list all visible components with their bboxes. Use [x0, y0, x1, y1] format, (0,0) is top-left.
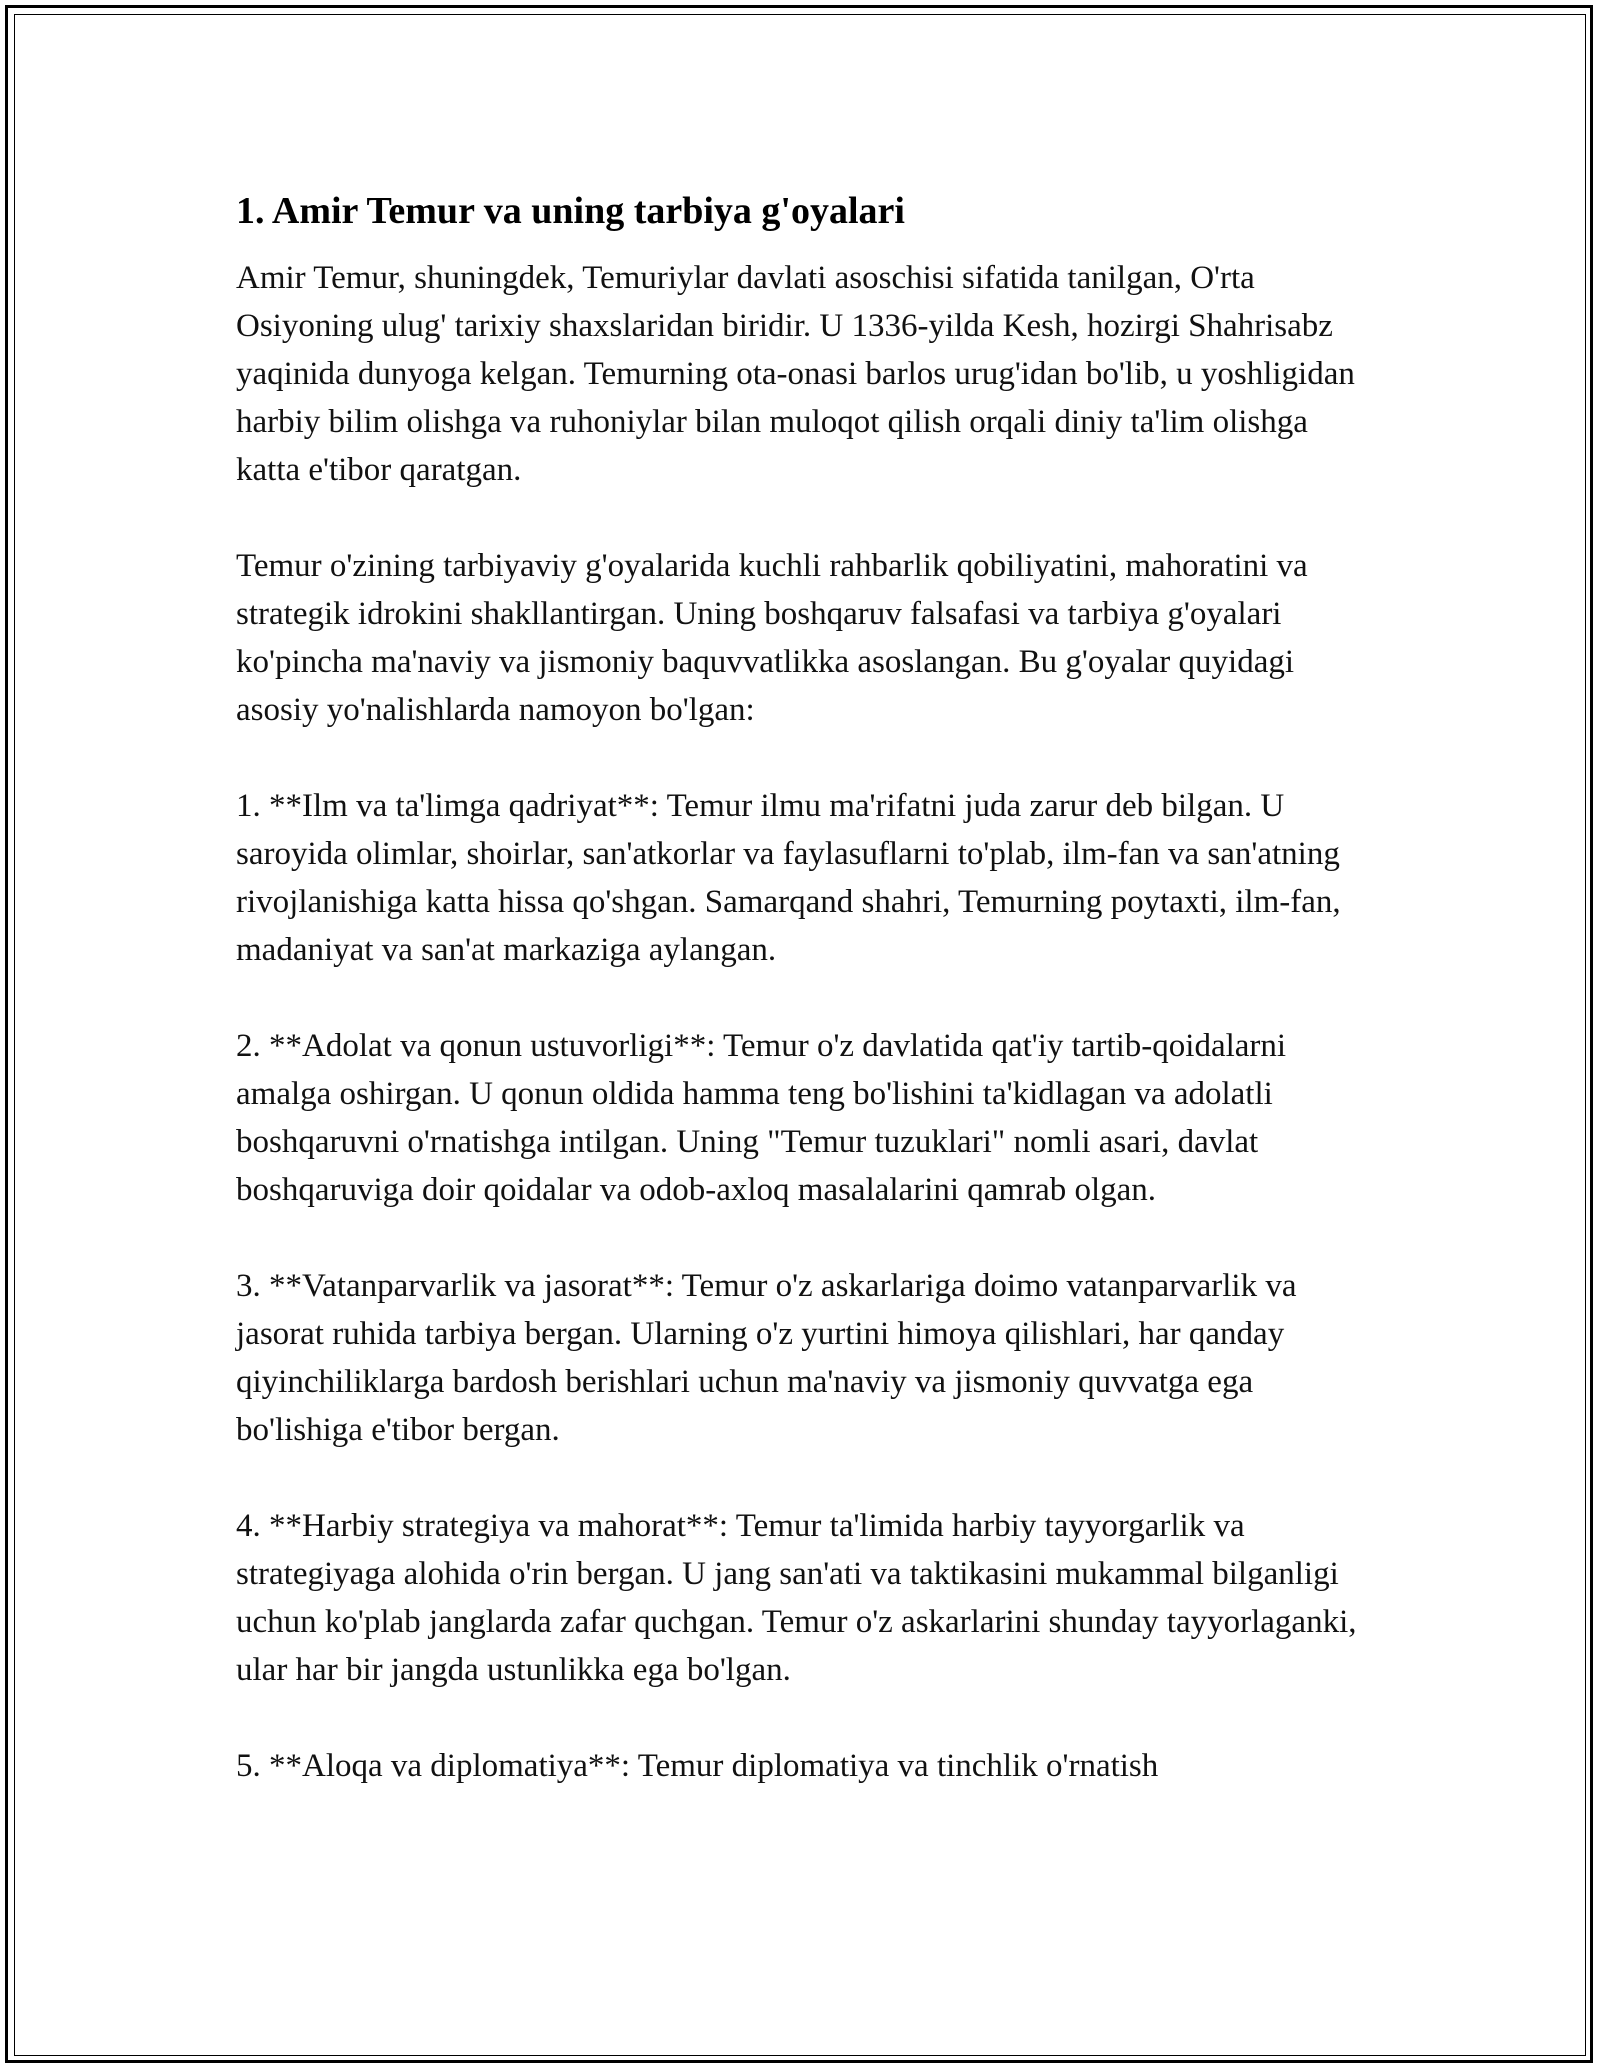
- list-item-5: 5. **Aloqa va diplomatiya**: Temur diplomatiya va tinchlik o'rnatish: [236, 1748, 1159, 1784]
- list-item-1: 1. **Ilm va ta'limga qadriyat**: Temur ilmu ma'rifatni juda zarur deb bilgan. U saroyida olimlar, shoirlar, san'atkorlar va faylasuflarni to'plab, ilm-fan va san'atning rivojlanishiga katta hissa qo'shgan. Samarqand shahri, Temurning poytaxti, ilm-fan, madaniyat va san'at markaziga aylangan.: [236, 788, 1341, 968]
- section-title: 1. Amir Temur va uning tarbiya g'oyalari: [236, 190, 905, 232]
- list-item-4: 4. **Harbiy strategiya va mahorat**: Temur ta'limida harbiy tayyorgarlik va strategiyaga alohida o'rin bergan. U jang san'ati va taktikasini mukammal bilganligi uchun ko'plab janglarda zafar quchgan. Temur o'z askarlarini shunday tayyorlaganki, ular har bir jangda ustunlikka ega bo'lgan.: [236, 1508, 1357, 1688]
- paragraph-ideas: Temur o'zining tarbiyaviy g'oyalarida kuchli rahbarlik qobiliyatini, mahoratini va strategik idrokini shakllantirgan. Uning boshqaruv falsafasi va tarbiya g'oyalari ko'pincha ma'naviy va jismoniy baquvvatlikka asoslangan. Bu g'oyalar quyidagi asosiy yo'nalishlarda namoyon bo'lgan:: [236, 548, 1308, 728]
- paragraph-intro: Amir Temur, shuningdek, Temuriylar davlati asoschisi sifatida tanilgan, O'rta Osiyoning ulug' tarixiy shaxslaridan biridir. U 1336-yilda Kesh, hozirgi Shahrisabz yaqinida dunyoga kelgan. Temurning ota-onasi barlos urug'idan bo'lib, u yoshligidan harbiy bilim olishga va ruhoniylar bilan muloqot qilish orqali diniy ta'lim olishga katta e'tibor qaratgan.: [236, 260, 1355, 488]
- list-item-2: 2. **Adolat va qonun ustuvorligi**: Temur o'z davlatida qat'iy tartib-qoidalarni amalga oshirgan. U qonun oldida hamma teng bo'lishini ta'kidlagan va adolatli boshqaruvni o'rnatishga intilgan. Uning "Temur tuzuklari" nomli asari, davlat boshqaruviga doir qoidalar va odob-axloq masalalarini qamrab olgan.: [236, 1028, 1287, 1208]
- list-item-3: 3. **Vatanparvarlik va jasorat**: Temur o'z askarlariga doimo vatanparvarlik va jasorat ruhida tarbiya bergan. Ularning o'z yurtini himoya qilishlari, har qanday qiyinchiliklarga bardosh berishlari uchun ma'naviy va jismoniy quvvatga ega bo'lishiga e'tibor bergan.: [236, 1268, 1297, 1448]
- document-body: [236, 186, 1366, 1790]
